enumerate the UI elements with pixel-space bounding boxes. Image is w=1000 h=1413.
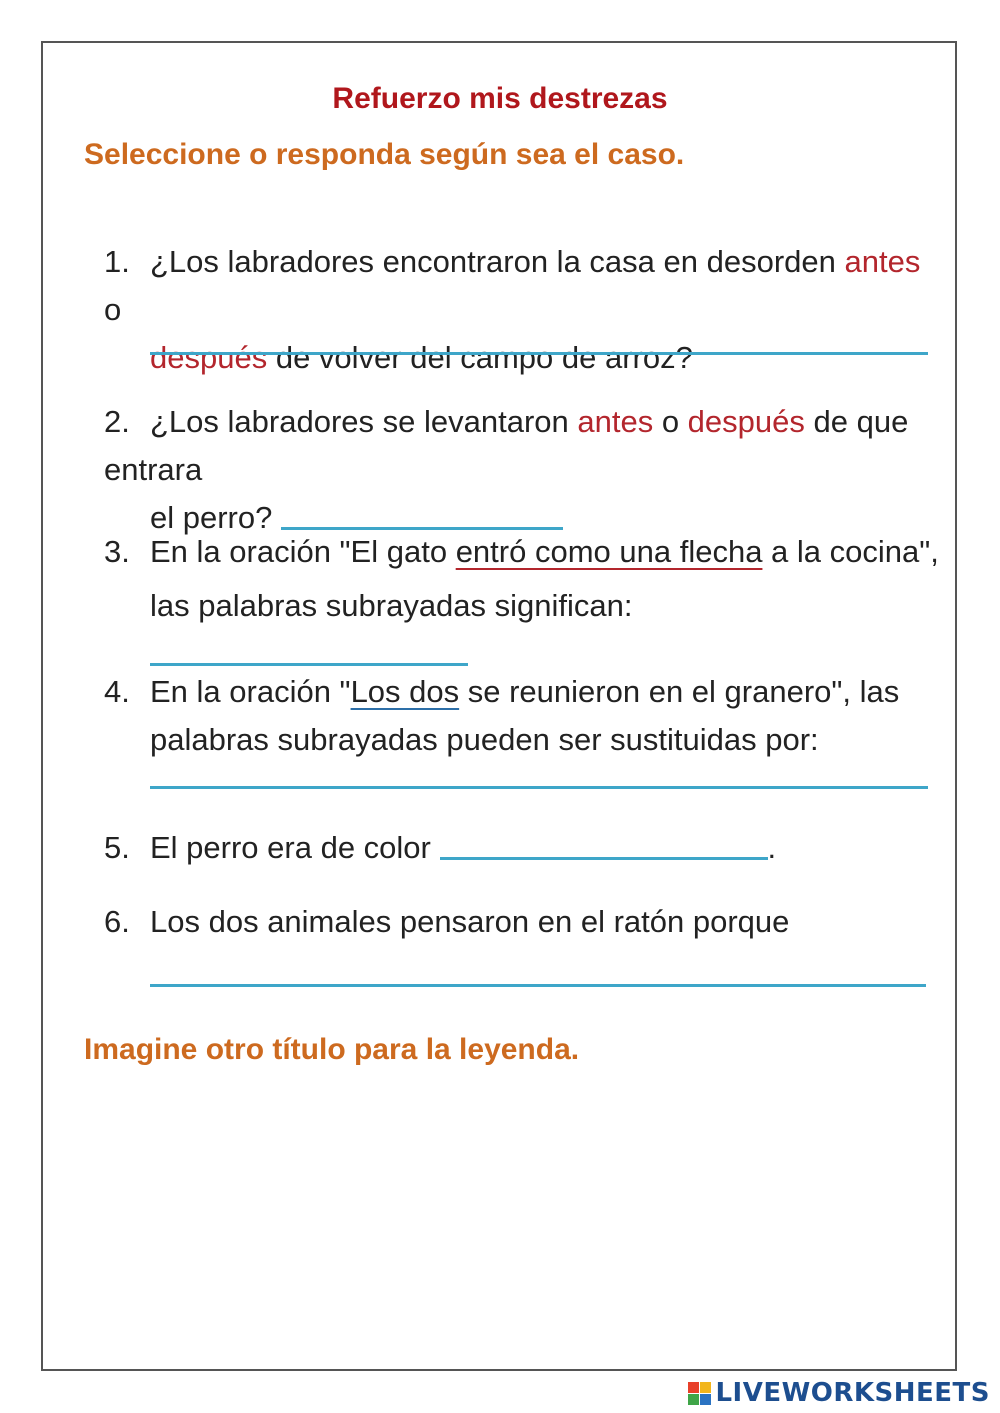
keyword-antes: antes — [844, 244, 921, 279]
instruction-text: Seleccione o responda según sea el caso. — [84, 138, 685, 171]
underlined-phrase: entró como una flecha — [455, 534, 763, 569]
logo-mark-square — [700, 1382, 711, 1393]
worksheet-title: Refuerzo mis destrezas — [332, 82, 668, 115]
question-text: En la oración "El gato — [150, 534, 456, 569]
question-text: de volver del campo de arroz? — [267, 340, 693, 375]
liveworksheets-logo — [688, 1378, 990, 1408]
logo-mark-square — [700, 1394, 711, 1405]
question-number: 2. — [104, 404, 130, 439]
question-text: o — [653, 404, 688, 439]
logo-mark-icon — [688, 1382, 711, 1405]
question-5 — [104, 824, 944, 872]
question-6 — [104, 898, 944, 946]
question-text: Los dos animales pensaron en el ratón porque — [150, 904, 790, 939]
question-text: El perro era de color — [150, 830, 431, 865]
question-number: 6. — [104, 904, 130, 939]
answer-line-4[interactable] — [150, 786, 928, 789]
question-text: En la oración " — [150, 674, 351, 709]
question-text: palabras subrayadas pueden ser sustituidas por: — [150, 722, 819, 757]
question-number: 4. — [104, 674, 130, 709]
question-text: se reunieron en el granero", las — [459, 674, 900, 709]
instruction-text-2: Imagine otro título para la leyenda. — [84, 1033, 580, 1066]
logo-mark-square — [688, 1394, 699, 1405]
question-number: 1. — [104, 244, 130, 279]
logo-mark-square — [688, 1382, 699, 1393]
keyword-despues: después — [150, 340, 268, 375]
question-2 — [104, 398, 944, 542]
answer-line-6[interactable] — [150, 984, 926, 987]
keyword-antes: antes — [577, 404, 654, 439]
question-text: . — [767, 830, 777, 865]
question-4 — [104, 668, 944, 764]
question-text: o — [104, 292, 122, 327]
logo-text: LIVEWORKSHEETS — [715, 1378, 990, 1408]
keyword-despues: después — [687, 404, 805, 439]
question-text: a la cocina", — [762, 534, 939, 569]
answer-line-3[interactable] — [150, 663, 468, 666]
question-number: 5. — [104, 830, 130, 865]
answer-line-5[interactable] — [440, 857, 768, 860]
question-text: el perro? — [150, 500, 273, 535]
question-number: 3. — [104, 534, 130, 569]
question-text: las palabras subrayadas significan: — [150, 588, 633, 623]
question-1 — [104, 238, 944, 382]
question-3 — [104, 528, 944, 678]
underlined-phrase: Los dos — [350, 674, 460, 709]
answer-line-1[interactable] — [150, 352, 928, 355]
question-text: de que entrara — [104, 404, 909, 487]
question-text: ¿Los labradores encontraron la casa en desorden — [150, 244, 845, 279]
question-text: ¿Los labradores se levantaron — [150, 404, 578, 439]
